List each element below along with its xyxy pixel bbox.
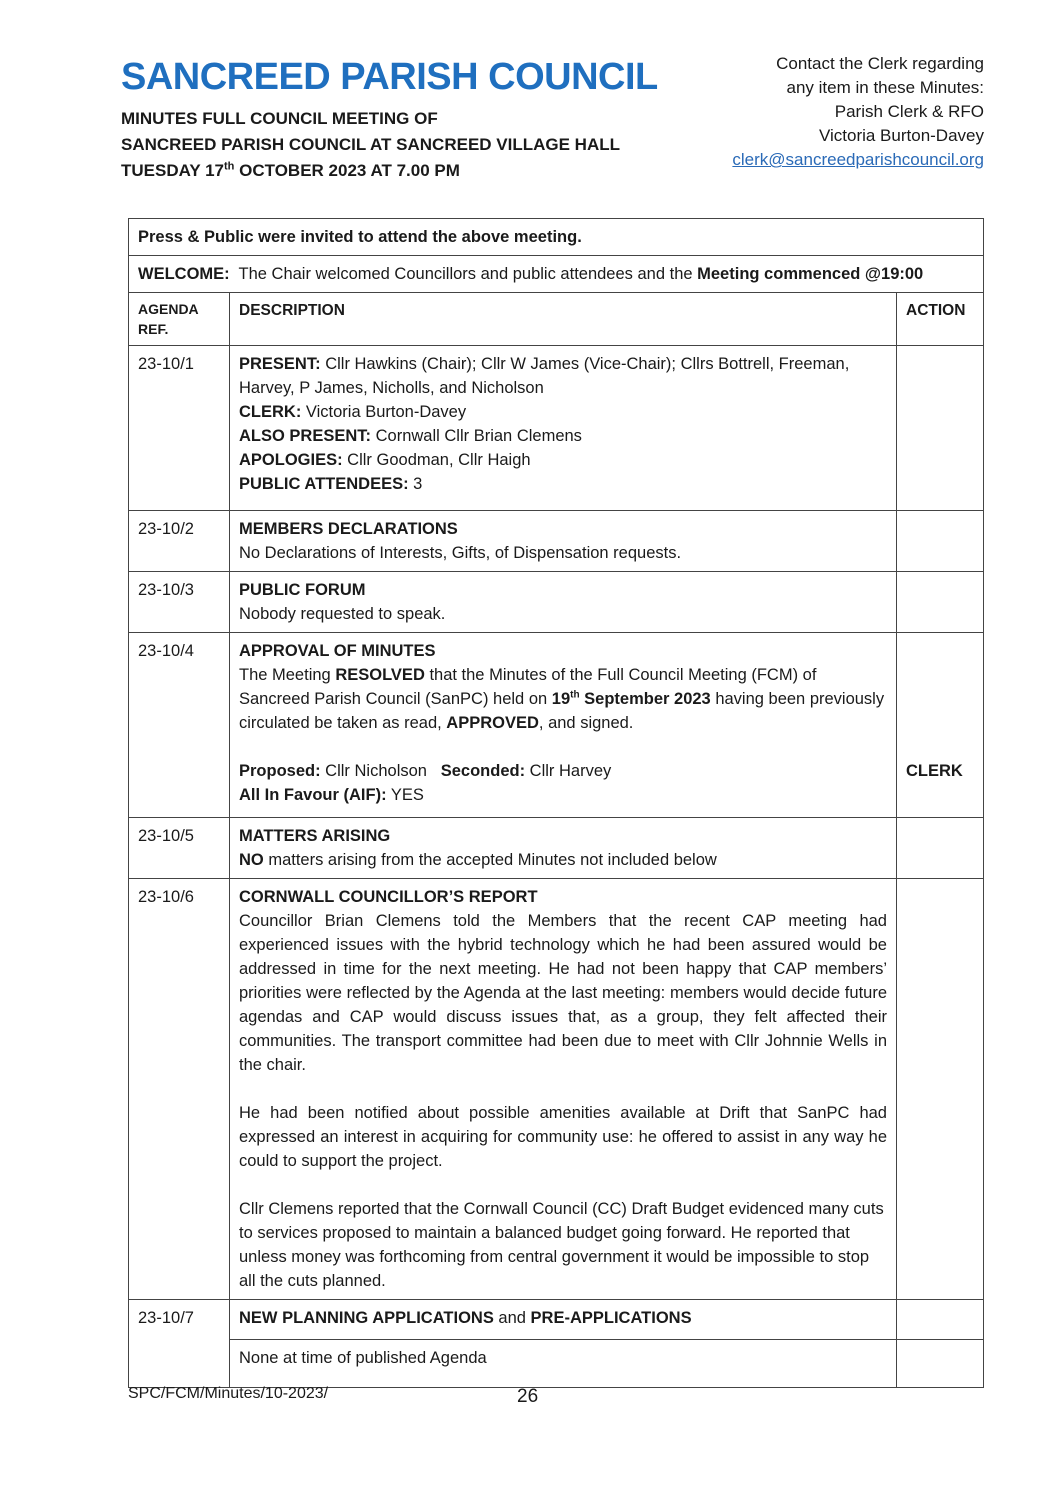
- agenda-description: [230, 511, 897, 572]
- action-owner: CLERK: [906, 762, 963, 780]
- agenda-description: [230, 572, 897, 633]
- item-heading: PRE-APPLICATIONS: [530, 1309, 692, 1327]
- apologies-label: APOLOGIES:: [239, 451, 343, 469]
- agenda-description: [230, 1340, 897, 1388]
- agenda-description: [230, 346, 897, 511]
- agenda-ref: 23-10/1: [129, 346, 230, 511]
- apologies-line: [239, 448, 887, 472]
- public-attendees-line: [239, 472, 887, 496]
- heading-connector: and: [493, 1309, 531, 1327]
- item-heading: CORNWALL COUNCILLOR’S REPORT: [239, 888, 538, 906]
- agenda-description: [230, 1300, 897, 1340]
- vote-line: [239, 783, 887, 807]
- welcome-row: [129, 256, 984, 293]
- present-text: Cllr Hawkins (Chair); Cllr W James (Vice-Chair); Cllrs Bottrell, Freeman, Harvey, P James, Nicholls, and Nicholson: [239, 355, 850, 397]
- minutes-date-rest: September 2023: [579, 690, 711, 708]
- agenda-item-row: [129, 572, 984, 633]
- item-text: No Declarations of Interests, Gifts, of Dispensation requests.: [239, 544, 682, 562]
- clerk-label: CLERK:: [239, 403, 302, 421]
- public-attendees-text: 3: [408, 475, 423, 493]
- agenda-action: [897, 879, 984, 1300]
- meeting-commenced: Meeting commenced @19:00: [697, 265, 924, 283]
- welcome-label: WELCOME:: [138, 265, 230, 283]
- resolution-part: that the Minutes of the Full Council Meeting (FCM) of Sancreed Parish Council (SanPC) held on: [239, 666, 817, 708]
- meeting-date-rest: OCTOBER 2023 AT 7.00 PM: [234, 161, 460, 180]
- agenda-action: [897, 1300, 984, 1340]
- agenda-ref: 23-10/2: [129, 511, 230, 572]
- column-header-row: [129, 293, 984, 346]
- item-text: Nobody requested to speak.: [239, 605, 446, 623]
- contact-line-1: Contact the Clerk regarding: [776, 54, 984, 73]
- meeting-subtitle: [121, 106, 620, 184]
- agenda-item-row: [129, 346, 984, 511]
- report-paragraph: Councillor Brian Clemens told the Members that the recent CAP meeting had experienced issues with the hybrid technology which he had been assured would be addressed in time for the next meeting. He had not been happy that CAP members’ priorities were reflected by the Agenda at the last meeting: members would decide future agendas and CAP would discuss issues that, as a group, they felt affected their communities. The transport committee had been due to meet with Cllr Johnnie Wells in the chair.: [239, 912, 887, 1074]
- subtitle-line-1: MINUTES FULL COUNCIL MEETING OF: [121, 109, 438, 128]
- date-suffix: th: [224, 160, 235, 173]
- agenda-ref: 23-10/6: [129, 879, 230, 1300]
- press-notice: Press & Public were invited to attend the above meeting.: [129, 219, 984, 256]
- agenda-item-row: [129, 879, 984, 1300]
- document-reference: SPC/FCM/Minutes/10-2023/: [128, 1385, 329, 1402]
- description-header-text: DESCRIPTION: [239, 302, 345, 319]
- welcome-cell: [129, 256, 984, 293]
- seconded-text: Cllr Harvey: [525, 762, 612, 780]
- date-suffix: th: [570, 689, 580, 701]
- resolution-part: The Meeting: [239, 666, 336, 684]
- agenda-ref: 23-10/5: [129, 818, 230, 879]
- matters-text: matters arising from the accepted Minutes not included below: [263, 851, 717, 869]
- proposer-line: [239, 759, 887, 783]
- action-header: [897, 293, 984, 346]
- clerk-contact-block: [732, 52, 984, 172]
- also-present-label: ALSO PRESENT:: [239, 427, 372, 445]
- resolved-keyword: RESOLVED: [335, 666, 425, 684]
- resolution-part: having been previously circulated be taken as read,: [239, 690, 885, 732]
- no-keyword: NO: [239, 851, 264, 869]
- also-present-line: [239, 424, 887, 448]
- agenda-action: [897, 1340, 984, 1388]
- agenda-ref: 23-10/3: [129, 572, 230, 633]
- contact-line-2: any item in these Minutes:: [786, 78, 984, 97]
- subtitle-line-3: [121, 158, 620, 184]
- also-present-text: Cornwall Cllr Brian Clemens: [371, 427, 582, 445]
- present-line: [239, 352, 887, 400]
- agenda-action: [897, 346, 984, 511]
- press-row: [129, 219, 984, 256]
- subtitle-line-2: SANCREED PARISH COUNCIL AT SANCREED VILLAGE HALL: [121, 135, 621, 154]
- item-text: None at time of published Agenda: [239, 1349, 487, 1367]
- contact-line-4: Victoria Burton-Davey: [818, 126, 984, 145]
- agenda-subrow: [129, 1340, 984, 1388]
- item-heading: PUBLIC FORUM: [239, 581, 366, 599]
- agenda-action: [897, 511, 984, 572]
- aif-label: All In Favour (AIF):: [239, 786, 387, 804]
- public-attendees-label: PUBLIC ATTENDEES:: [239, 475, 409, 493]
- agenda-item-row: [129, 633, 984, 818]
- description-header: [230, 293, 897, 346]
- item-heading: MEMBERS DECLARATIONS: [239, 520, 458, 538]
- agenda-description: [230, 818, 897, 879]
- agenda-description: [230, 633, 897, 818]
- clerk-email-link[interactable]: clerk@sancreedparishcouncil.org: [732, 150, 984, 169]
- agenda-item-row: [129, 511, 984, 572]
- agenda-ref-header-text: AGENDA REF.: [138, 301, 199, 337]
- meeting-date-day: TUESDAY 17: [121, 161, 224, 180]
- agenda-item-row: [129, 1300, 984, 1340]
- item-heading: NEW PLANNING APPLICATIONS: [239, 1309, 494, 1327]
- item-text: [239, 848, 887, 872]
- approved-keyword: APPROVED: [446, 714, 539, 732]
- page-number: 26: [517, 1386, 539, 1407]
- agenda-action: [897, 572, 984, 633]
- contact-line-3: Parish Clerk & RFO: [834, 102, 984, 121]
- minutes-table: [128, 218, 984, 1388]
- proposed-text: Cllr Nicholson: [320, 762, 441, 780]
- apologies-text: Cllr Goodman, Cllr Haigh: [342, 451, 531, 469]
- item-heading: APPROVAL OF MINUTES: [239, 642, 436, 660]
- present-label: PRESENT:: [239, 355, 321, 373]
- report-paragraph: He had been notified about possible amenities available at Drift that SanPC had expressed an interest in acquiring for community use: he offered to assist in any way he could to support the project.: [239, 1104, 887, 1170]
- agenda-action: [897, 818, 984, 879]
- welcome-text: The Chair welcomed Councillors and public attendees and the: [229, 265, 698, 283]
- agenda-action: [897, 633, 984, 818]
- council-title: SANCREED PARISH COUNCIL: [121, 56, 658, 98]
- proposed-label: Proposed:: [239, 762, 321, 780]
- agenda-item-row: [129, 818, 984, 879]
- report-paragraph: Cllr Clemens reported that the Cornwall Council (CC) Draft Budget evidenced many cuts to services proposed to maintain a balanced budget going forward. He reported that unless money was forthcoming from central government it would be impossible to stop all the cuts planned.: [239, 1200, 884, 1290]
- clerk-text: Victoria Burton-Davey: [301, 403, 467, 421]
- resolution-part: , and signed.: [538, 714, 634, 732]
- seconded-label: Seconded:: [440, 762, 526, 780]
- item-heading: MATTERS ARISING: [239, 827, 391, 845]
- action-header-text: ACTION: [906, 302, 966, 319]
- clerk-line: [239, 400, 887, 424]
- agenda-ref: 23-10/4: [129, 633, 230, 818]
- resolution-text: [239, 663, 887, 735]
- agenda-description: [230, 879, 897, 1300]
- minutes-date-day: 19: [551, 690, 571, 708]
- agenda-ref: 23-10/7: [129, 1300, 230, 1388]
- agenda-ref-header: [129, 293, 230, 346]
- aif-text: YES: [386, 786, 424, 804]
